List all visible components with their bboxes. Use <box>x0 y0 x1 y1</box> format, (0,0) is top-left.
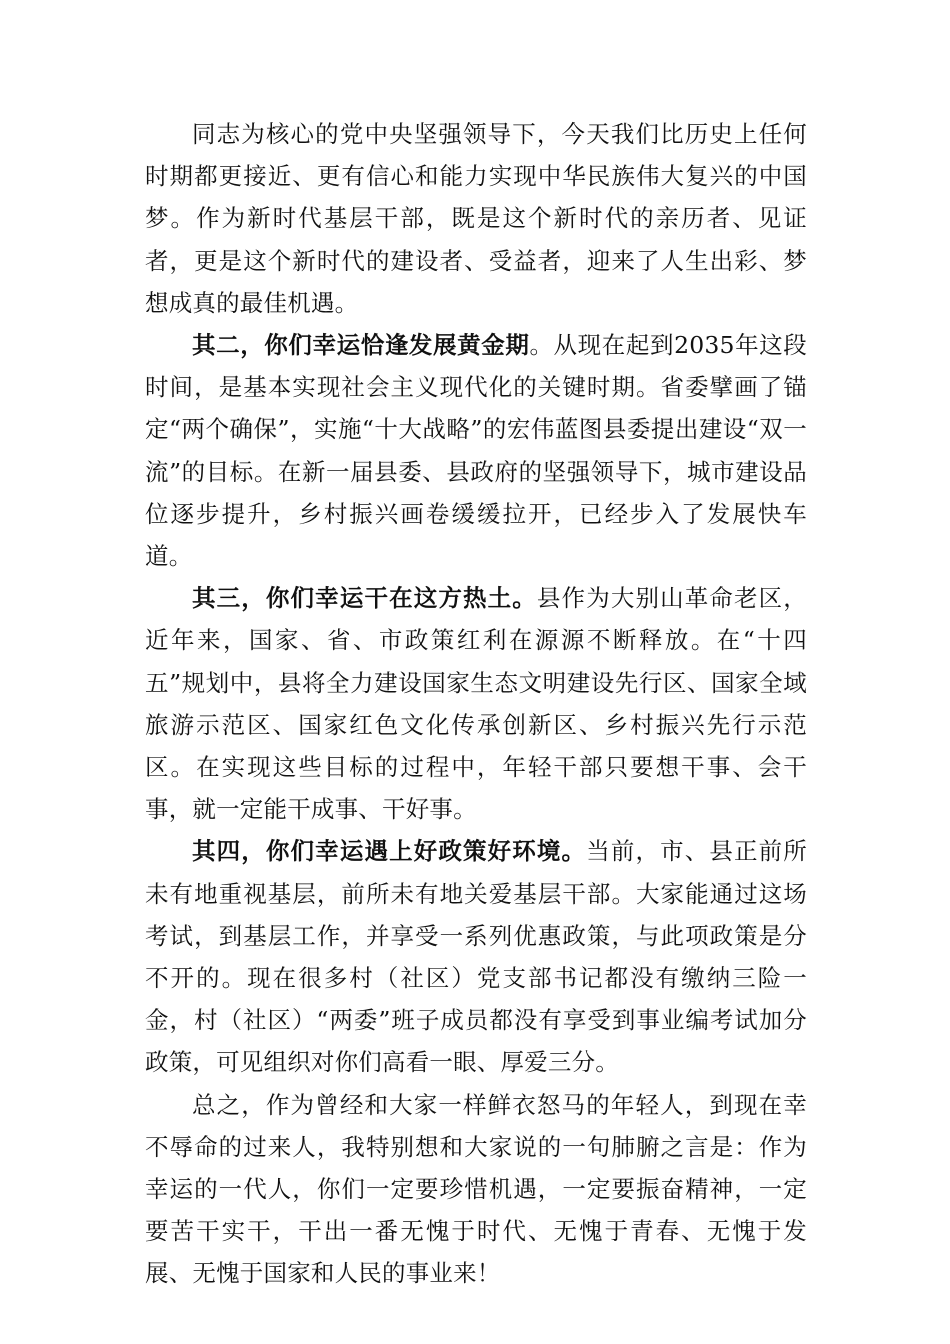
paragraph-3-text: 县作为大别山革命老区，近年来，国家、省、市政策红利在源源不断释放。在“十四五”规划中，县将全力建设国家生态文明建设先行区、国家全域旅游示范区、国家红色文化传承创新区、乡村振兴先行示范区。在实现这些目标的过程中，年轻干部只要想干事、会干事，就一定能干成事、干好事。 <box>145 584 807 824</box>
paragraph-5-text: 总之，作为曾经和大家一样鲜衣怒马的年轻人，到现在幸不辱命的过来人，我特别想和大家说的一句肺腑之言是：作为幸运的一代人，你们一定要珍惜机遇，一定要振奋精神，一定要苦干实干，干出一番无愧于时代、无愧于青春、无愧于发展、无愧于国家和人民的事业来！ <box>145 1090 807 1288</box>
paragraph-4-text: 当前，市、县正前所未有地重视基层，前所未有地关爱基层干部。大家能通过这场考试，到基层工作，并享受一系列优惠政策，与此项政策是分不开的。现在很多村（社区）党支部书记都没有缴纳三险一金，村（社区）“两委”班子成员都没有享受到事业编考试加分政策，可见组织对你们高看一眼、厚爱三分。 <box>145 837 807 1077</box>
paragraph-1-text: 同志为核心的党中央坚强领导下，今天我们比历史上任何时期都更接近、更有信心和能力实现中华民族伟大复兴的中国梦。作为新时代基层干部，既是这个新时代的亲历者、见证者，更是这个新时代的建设者、受益者，迎来了人生出彩、梦想成真的最佳机遇。 <box>145 120 807 317</box>
paragraph-1 <box>145 113 807 324</box>
paragraph-3-lead: 其三，你们幸运干在这方热土。 <box>192 584 537 613</box>
paragraph-4-lead: 其四，你们幸运遇上好政策好环境。 <box>192 837 587 866</box>
paragraph-5 <box>145 1084 807 1295</box>
paragraph-2 <box>145 324 807 577</box>
paragraph-4 <box>145 830 807 1083</box>
body-text <box>145 113 807 1295</box>
paragraph-3 <box>145 577 807 830</box>
paragraph-2-text: 。从现在起到2035年这段时间，是基本实现社会主义现代化的关键时期。省委擘画了锚定“两个确保”，实施“十大战略”的宏伟蓝图县委提出建设“双一流”的目标。在新一届县委、县政府的坚强领导下，城市建设品位逐步提升，乡村振兴画卷缓缓拉开，已经步入了发展快车道。 <box>145 331 807 571</box>
paragraph-2-lead: 其二，你们幸运恰逢发展黄金期 <box>192 331 530 360</box>
